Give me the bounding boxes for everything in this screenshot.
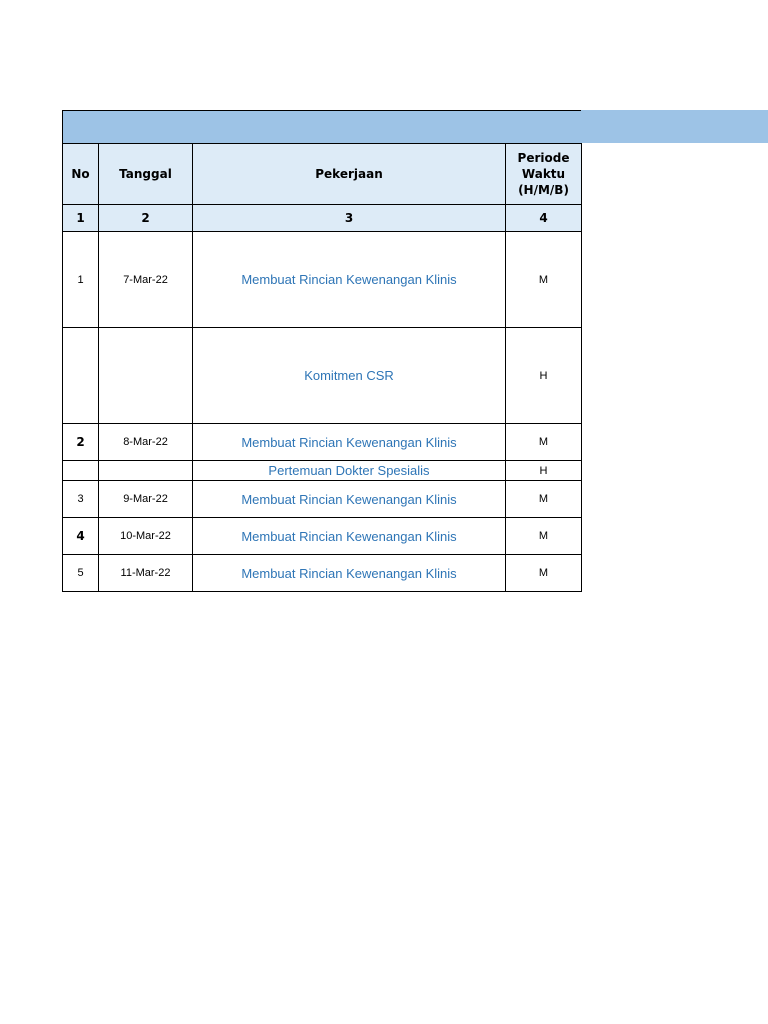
cell-periode[interactable]: M <box>506 424 582 461</box>
cell-tanggal[interactable]: 9-Mar-22 <box>99 481 193 518</box>
cell-pekerjaan[interactable]: Membuat Rincian Kewenangan Klinis <box>193 232 506 328</box>
header-pekerjaan[interactable]: Pekerjaan <box>193 144 506 205</box>
cell-pekerjaan[interactable]: Membuat Rincian Kewenangan Klinis <box>193 555 506 592</box>
cell-periode[interactable]: M <box>506 518 582 555</box>
column-number-cell[interactable]: 1 <box>63 205 99 232</box>
table-row <box>63 328 582 424</box>
cell-no[interactable]: 5 <box>63 555 99 592</box>
header-tanggal[interactable]: Tanggal <box>99 144 193 205</box>
cell-periode[interactable]: H <box>506 328 582 424</box>
work-log-table <box>62 143 582 592</box>
header-row <box>63 144 582 205</box>
column-number-row <box>63 205 582 232</box>
cell-periode[interactable]: M <box>506 555 582 592</box>
table-row <box>63 424 582 461</box>
cell-no[interactable] <box>63 328 99 424</box>
cell-tanggal[interactable] <box>99 328 193 424</box>
header-no[interactable]: No <box>63 144 99 205</box>
cell-no[interactable]: 4 <box>63 518 99 555</box>
column-number-cell[interactable]: 4 <box>506 205 582 232</box>
cell-tanggal[interactable]: 8-Mar-22 <box>99 424 193 461</box>
table-row <box>63 481 582 518</box>
cell-tanggal[interactable]: 10-Mar-22 <box>99 518 193 555</box>
cell-periode[interactable]: M <box>506 232 582 328</box>
cell-periode[interactable]: M <box>506 481 582 518</box>
header-periode[interactable]: Periode Waktu (H/M/B) <box>506 144 582 205</box>
cell-pekerjaan[interactable]: Membuat Rincian Kewenangan Klinis <box>193 424 506 461</box>
cell-no[interactable]: 2 <box>63 424 99 461</box>
cell-pekerjaan[interactable]: Membuat Rincian Kewenangan Klinis <box>193 518 506 555</box>
cell-no[interactable] <box>63 461 99 481</box>
cell-pekerjaan[interactable]: Membuat Rincian Kewenangan Klinis <box>193 481 506 518</box>
cell-no[interactable]: 3 <box>63 481 99 518</box>
cell-no[interactable]: 1 <box>63 232 99 328</box>
cell-tanggal[interactable] <box>99 461 193 481</box>
cell-pekerjaan[interactable]: Pertemuan Dokter Spesialis <box>193 461 506 481</box>
table-row <box>63 518 582 555</box>
table-row <box>63 461 582 481</box>
column-number-cell[interactable]: 2 <box>99 205 193 232</box>
cell-pekerjaan[interactable]: Komitmen CSR <box>193 328 506 424</box>
cell-periode[interactable]: H <box>506 461 582 481</box>
table-row <box>63 232 582 328</box>
cell-tanggal[interactable]: 11-Mar-22 <box>99 555 193 592</box>
cell-tanggal[interactable]: 7-Mar-22 <box>99 232 193 328</box>
table-row <box>63 555 582 592</box>
column-number-cell[interactable]: 3 <box>193 205 506 232</box>
title-band-border <box>62 110 581 143</box>
